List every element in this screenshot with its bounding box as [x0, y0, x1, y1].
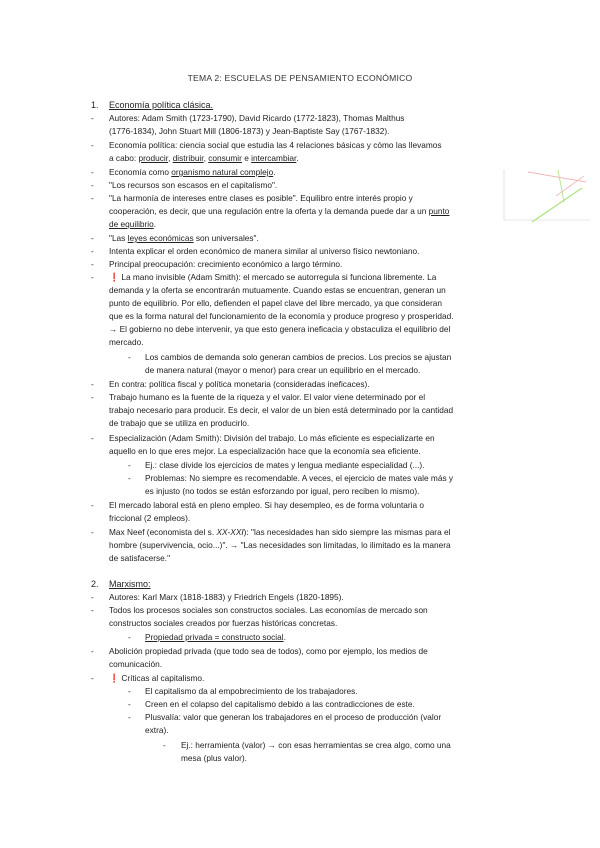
bullet-dash: - — [91, 500, 94, 510]
term-producir: producir — [138, 153, 169, 163]
exclamation-icon: ❗ — [109, 272, 120, 282]
section-1-number: 1. — [91, 100, 99, 110]
text-line: → El gobierno no debe intervenir, ya que esto genera ineficacia y obstaculiza el equilibrio del — [109, 324, 451, 334]
text-line: Economía política: ciencia social que estudia las 4 relaciones básicas y cómo las llevamos — [109, 140, 442, 150]
term-distribuir: distribuir — [172, 153, 204, 163]
text-line: Propiedad privada = constructo social. — [145, 632, 286, 642]
bullet-dash: - — [91, 433, 94, 443]
text-line: Autores: Adam Smith (1723-1790), David Ricardo (1772-1823), Thomas Malthus — [109, 113, 405, 123]
section-2-title: Marxismo: — [109, 579, 151, 589]
exclamation-icon: ❗ — [109, 673, 120, 683]
text-line: Ej.: herramienta (valor) → con esas herramientas se crea algo, como una — [181, 740, 451, 750]
bullet-dash: - — [91, 180, 94, 190]
text-line: Intenta explicar el orden económico de manera similar al universo físico newtoniano. — [109, 246, 420, 256]
text-line: Especialización (Adam Smith): División del trabajo. Lo más eficiente es especializarte en — [109, 433, 435, 443]
text-line: de satisfacerse." — [109, 553, 171, 563]
text-line: (1776-1834), John Stuart Mill (1806-1873) y Jean-Baptiste Say (1767-1832). — [109, 126, 390, 136]
section-1-heading — [91, 100, 213, 110]
text-line: aquello en lo que eres mejor. La especialización hace que la economía sea eficiente. — [109, 446, 421, 456]
text-line: demanda y la oferta se encontrarán mutuamente. Cuando estas se encuentran, generan un — [109, 285, 446, 295]
bullet-dash: - — [91, 193, 94, 203]
text-line: Problemas: No siempre es recomendable. A veces, el ejercicio de mates vale más y — [145, 473, 454, 483]
bullet-dash: - — [91, 233, 94, 243]
text-line: Ej.: clase divide los ejercicios de mates y lengua mediante especialidad (...). — [145, 460, 425, 470]
supply-demand-diagram — [498, 166, 594, 226]
text-line: El mercado laboral está en pleno empleo. Si hay desempleo, es de forma voluntaria o — [109, 500, 425, 510]
bullet-dash: - — [91, 167, 94, 177]
bullet-dash: - — [91, 646, 94, 656]
section-2-number: 2. — [91, 579, 99, 589]
bullet-dash: - — [91, 379, 94, 389]
text-line: de trabajo que se utiliza en producirlo. — [109, 418, 250, 428]
term-intercambiar: intercambiar — [251, 153, 297, 163]
text-line: El capitalismo da al empobrecimiento de los trabajadores. — [145, 686, 358, 696]
text-line: Todos los procesos sociales son constructos sociales. Las economías de mercado son — [109, 605, 428, 615]
text-line: Autores: Karl Marx (1818-1883) y Friedrich Engels (1820-1895). — [109, 592, 344, 602]
text-line: Creen en el colapso del capitalismo debido a las contradicciones de este. — [145, 699, 415, 709]
text-line: comunicación. — [109, 659, 163, 669]
bullet-dash: - — [163, 740, 166, 750]
text-line: mercado. — [109, 337, 144, 347]
bullet-dash: - — [91, 605, 94, 615]
text-line: mesa (plus valor). — [181, 753, 247, 763]
text-line: ❗ La mano invisible (Adam Smith): el mercado se autorregula si funciona libremente. La — [109, 272, 437, 282]
text-line: constructos sociales creados por fuerzas históricas concretas. — [109, 618, 338, 628]
bullet-dash: - — [91, 527, 94, 537]
bullet-dash: - — [128, 473, 131, 483]
text-line: Max Neef (economista del s. XX-XXI): "las necesidades han sido siempre las mismas para el — [109, 527, 451, 537]
text-line: Economía como organismo natural complejo. — [109, 167, 276, 177]
text-line: de manera natural (mayor o menor) para crear un equilibrio en el mercado. — [145, 365, 421, 375]
bullet-dash: - — [91, 392, 94, 402]
bullet-dash: - — [128, 352, 131, 362]
text-line: a cabo: producir, distribuir, consumir e intercambiar. — [109, 153, 299, 163]
bullet-dash: - — [128, 686, 131, 696]
text-line: extra). — [145, 725, 169, 735]
text-line: En contra: política fiscal y política monetaria (consideradas ineficaces). — [109, 379, 370, 389]
bullet-dash: - — [91, 592, 94, 602]
diagram-line-green — [558, 170, 564, 202]
section-1-title: Economía política clásica. — [109, 100, 214, 110]
bullet-dash: - — [128, 699, 131, 709]
text-line: punto de equilibrio. Por ello, defienden el papel clave del libre mercado, ya que consideran — [109, 298, 443, 308]
text-line: "Los recursos son escasos en el capitalismo". — [109, 180, 278, 190]
bullet-dash: - — [128, 632, 131, 642]
text-line: Los cambios de demanda solo generan cambios de precios. Los precios se ajustan — [145, 352, 452, 362]
bullet-dash: - — [91, 113, 94, 123]
term-consumir: consumir — [208, 153, 242, 163]
text-line: Trabajo humano es la fuente de la riqueza y el valor. El valor viene determinado por el — [109, 392, 426, 402]
bullet-dash: - — [91, 673, 94, 683]
text-line: trabajo necesario para producir. Es decir, el valor de un bien está determinado por la cantidad — [109, 405, 454, 415]
bullet-dash: - — [128, 460, 131, 470]
text-line: "La harmonía de intereses entre clases es posible". Equilibro entre interés propio y — [109, 193, 413, 203]
bullet-dash: - — [91, 272, 94, 282]
text-line: ❗ Críticas al capitalismo. — [109, 673, 205, 683]
text-line: Abolición propiedad privada (que todo sea de todos), como por ejemplo, los medios de — [109, 646, 428, 656]
bullet-dash: - — [128, 712, 131, 722]
text-line: friccional (2 empleos). — [109, 513, 191, 523]
text-line: es injusto (no todos se están esforzando por igual, pero reciben lo mismo). — [145, 486, 420, 496]
text-line: que es la forma natural del funcionamiento de la economía y produce progreso y prosperidad. — [109, 311, 454, 321]
text-line: hombre (supervivencia, ocio...)". → "Las necesidades son limitadas, lo ilimitado es la manera — [109, 540, 451, 550]
text-line: "Las leyes económicas son universales". — [109, 233, 259, 243]
page-title: TEMA 2: ESCUELAS DE PENSAMIENTO ECONÓMICO — [187, 73, 413, 83]
diagram-line-green — [532, 188, 582, 222]
bullet-dash: - — [91, 259, 94, 269]
section-2-heading — [91, 579, 151, 589]
text-line: Principal preocupación: crecimiento económico a largo término. — [109, 259, 343, 269]
text-line: cooperación, es decir, que una regulación entre la oferta y la demanda puede dar a un punto — [109, 206, 450, 216]
bullet-dash: - — [91, 246, 94, 256]
text-line: de equilibrio. — [109, 219, 157, 229]
text-line: Plusvalía: valor que generan los trabajadores en el proceso de producción (valor — [145, 712, 442, 722]
bullet-dash: - — [91, 140, 94, 150]
